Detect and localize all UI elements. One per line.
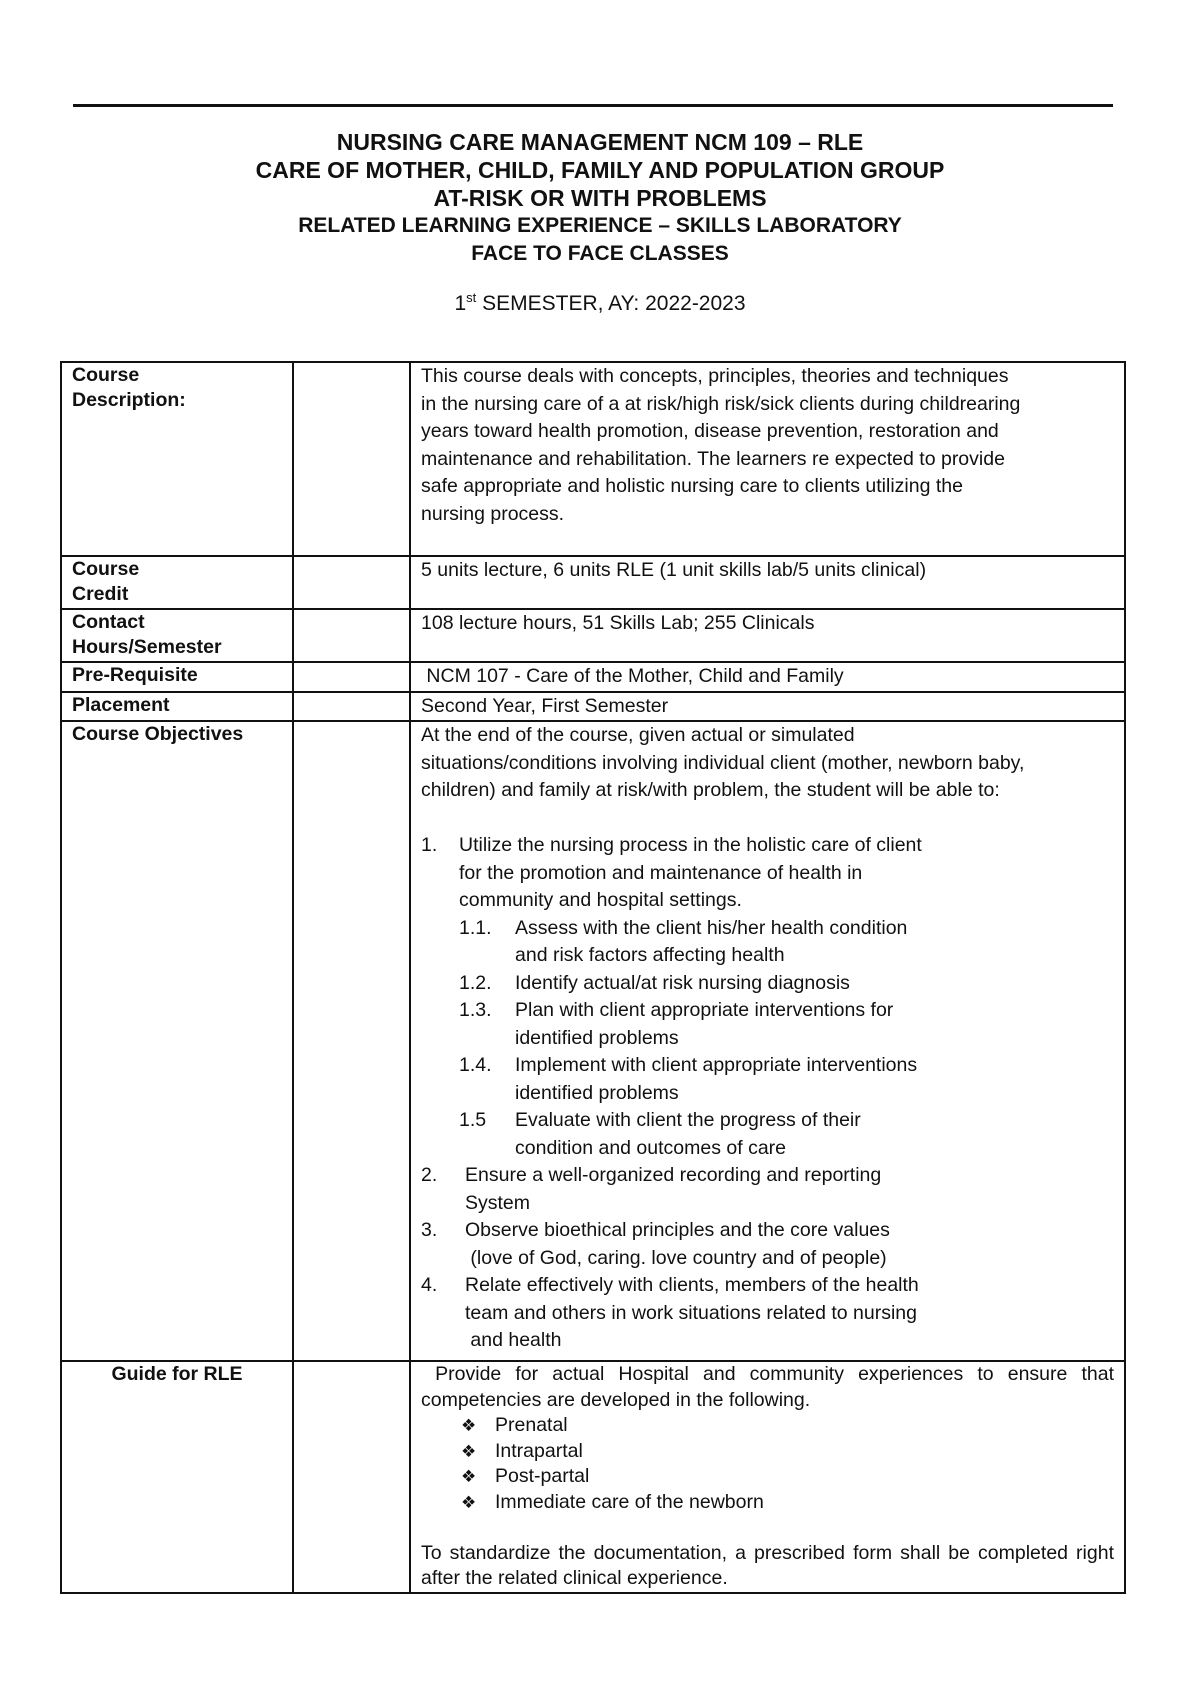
objective-1-1: 1.1. Assess with the client his/her health condition	[459, 916, 908, 939]
header-subtitle-2: AT-RISK OR WITH PROBLEMS	[433, 185, 767, 211]
diamond-bullet-icon: ❖	[461, 1467, 477, 1486]
empty-cell	[293, 1361, 410, 1593]
list-item: ❖ Immediate care of the newborn	[461, 1490, 1114, 1516]
header-title: NURSING CARE MANAGEMENT NCM 109 – RLE	[336, 129, 864, 155]
header-classes: FACE TO FACE CLASSES	[471, 242, 729, 265]
list-item: ❖ Intrapartal	[461, 1439, 1114, 1465]
row-objectives	[61, 721, 1125, 1361]
empty-cell	[293, 362, 410, 556]
row-placement	[61, 692, 1125, 722]
objective-4: 4. Relate effectively with clients, members of the health	[421, 1274, 919, 1296]
semester-line: 1st SEMESTER, AY: 2022-2023	[454, 290, 746, 315]
objective-1-2: 1.2. Identify actual/at risk nursing diagnosis	[459, 971, 850, 994]
value-credit: 5 units lecture, 6 units RLE (1 unit skills lab/5 units clinical)	[410, 556, 1125, 609]
empty-cell	[293, 692, 410, 722]
empty-cell	[293, 556, 410, 609]
objective-1-4: 1.4. Implement with client appropriate interventions	[459, 1054, 918, 1076]
empty-cell	[293, 662, 410, 692]
objective-1: 1. Utilize the nursing process in the holistic care of client	[421, 834, 922, 856]
label-objectives: Course Objectives	[61, 721, 293, 1361]
row-contact	[61, 609, 1125, 662]
top-rule	[73, 104, 1113, 107]
label-guide: Guide for RLE	[61, 1361, 293, 1593]
label-placement: Placement	[61, 692, 293, 722]
objective-1-3: 1.3. Plan with client appropriate interventions for	[459, 999, 894, 1021]
objective-3: 3. Observe bioethical principles and the core values	[421, 1219, 890, 1241]
row-credit	[61, 556, 1125, 609]
row-guide	[61, 1361, 1125, 1593]
guide-bullet-list	[421, 1413, 1114, 1515]
objective-1-5: 1.5 Evaluate with client the progress of their	[459, 1109, 861, 1131]
value-placement: Second Year, First Semester	[410, 692, 1125, 722]
objective-2: 2. Ensure a well-organized recording and reporting	[421, 1164, 882, 1186]
value-prereq: NCM 107 - Care of the Mother, Child and Family	[410, 662, 1125, 692]
header-subtitle: CARE OF MOTHER, CHILD, FAMILY AND POPULATION GROUP	[255, 157, 945, 183]
label-credit: Course Credit	[61, 556, 293, 609]
diamond-bullet-icon: ❖	[461, 1492, 477, 1512]
label-contact: Contact Hours/Semester	[61, 609, 293, 662]
value-guide	[410, 1361, 1125, 1593]
list-item: ❖ Prenatal	[461, 1413, 1114, 1439]
empty-cell	[293, 721, 410, 1361]
value-objectives: At the end of the course, given actual or simulated situations/conditions involving individual client (mother, newborn baby, children) and family at risk/with problem, the student will be able to: 1. Utilize the nursing process in the holistic care of client for the promotion and maintenance of health in community and hospital settings. 1.1. Assess with the client his/her health condition and risk factors affecting health 1.2. Identify actual/at risk nursing diagnosis 1.3. Plan with client appropriate interventions for identified problems 1.4. Implement with client appropriate interventions identified problems 1.5 Evaluate with client the progress of their condition and outcomes of care 2. Ensure a well-organized recording and reporting System 3. Observe bioethical principles and the core values (love of God, caring. love country and of people) 4. Relate effectively with clients, members of the health team and others in work situations related to nursing and health	[410, 721, 1125, 1361]
document-header	[0, 128, 1200, 318]
guide-intro: Provide for actual Hospital and community experiences to ensure that competencies are developed in the following.	[421, 1363, 1120, 1411]
empty-cell	[293, 609, 410, 662]
header-rle: RELATED LEARNING EXPERIENCE – SKILLS LABORATORY	[298, 214, 902, 237]
course-table	[60, 361, 1126, 1594]
diamond-bullet-icon: ❖	[461, 1416, 477, 1435]
label-prereq: Pre-Requisite	[61, 662, 293, 692]
row-description	[61, 362, 1125, 556]
diamond-bullet-icon: ❖	[461, 1441, 477, 1461]
label-description: Course Description:	[61, 362, 293, 556]
value-contact: 108 lecture hours, 51 Skills Lab; 255 Clinicals	[410, 609, 1125, 662]
list-item: ❖ Post-partal	[461, 1464, 1114, 1490]
value-description: This course deals with concepts, principles, theories and techniques in the nursing care of a at risk/high risk/sick clients during childrearing years toward health promotion, disease prevention, restoration and maintenance and rehabilitation. The learners re expected to provide safe appropriate and holistic nursing care to clients utilizing the nursing process.	[410, 362, 1125, 556]
row-prereq	[61, 662, 1125, 692]
guide-closing: To standardize the documentation, a prescribed form shall be completed right after the related clinical experience.	[421, 1541, 1114, 1589]
